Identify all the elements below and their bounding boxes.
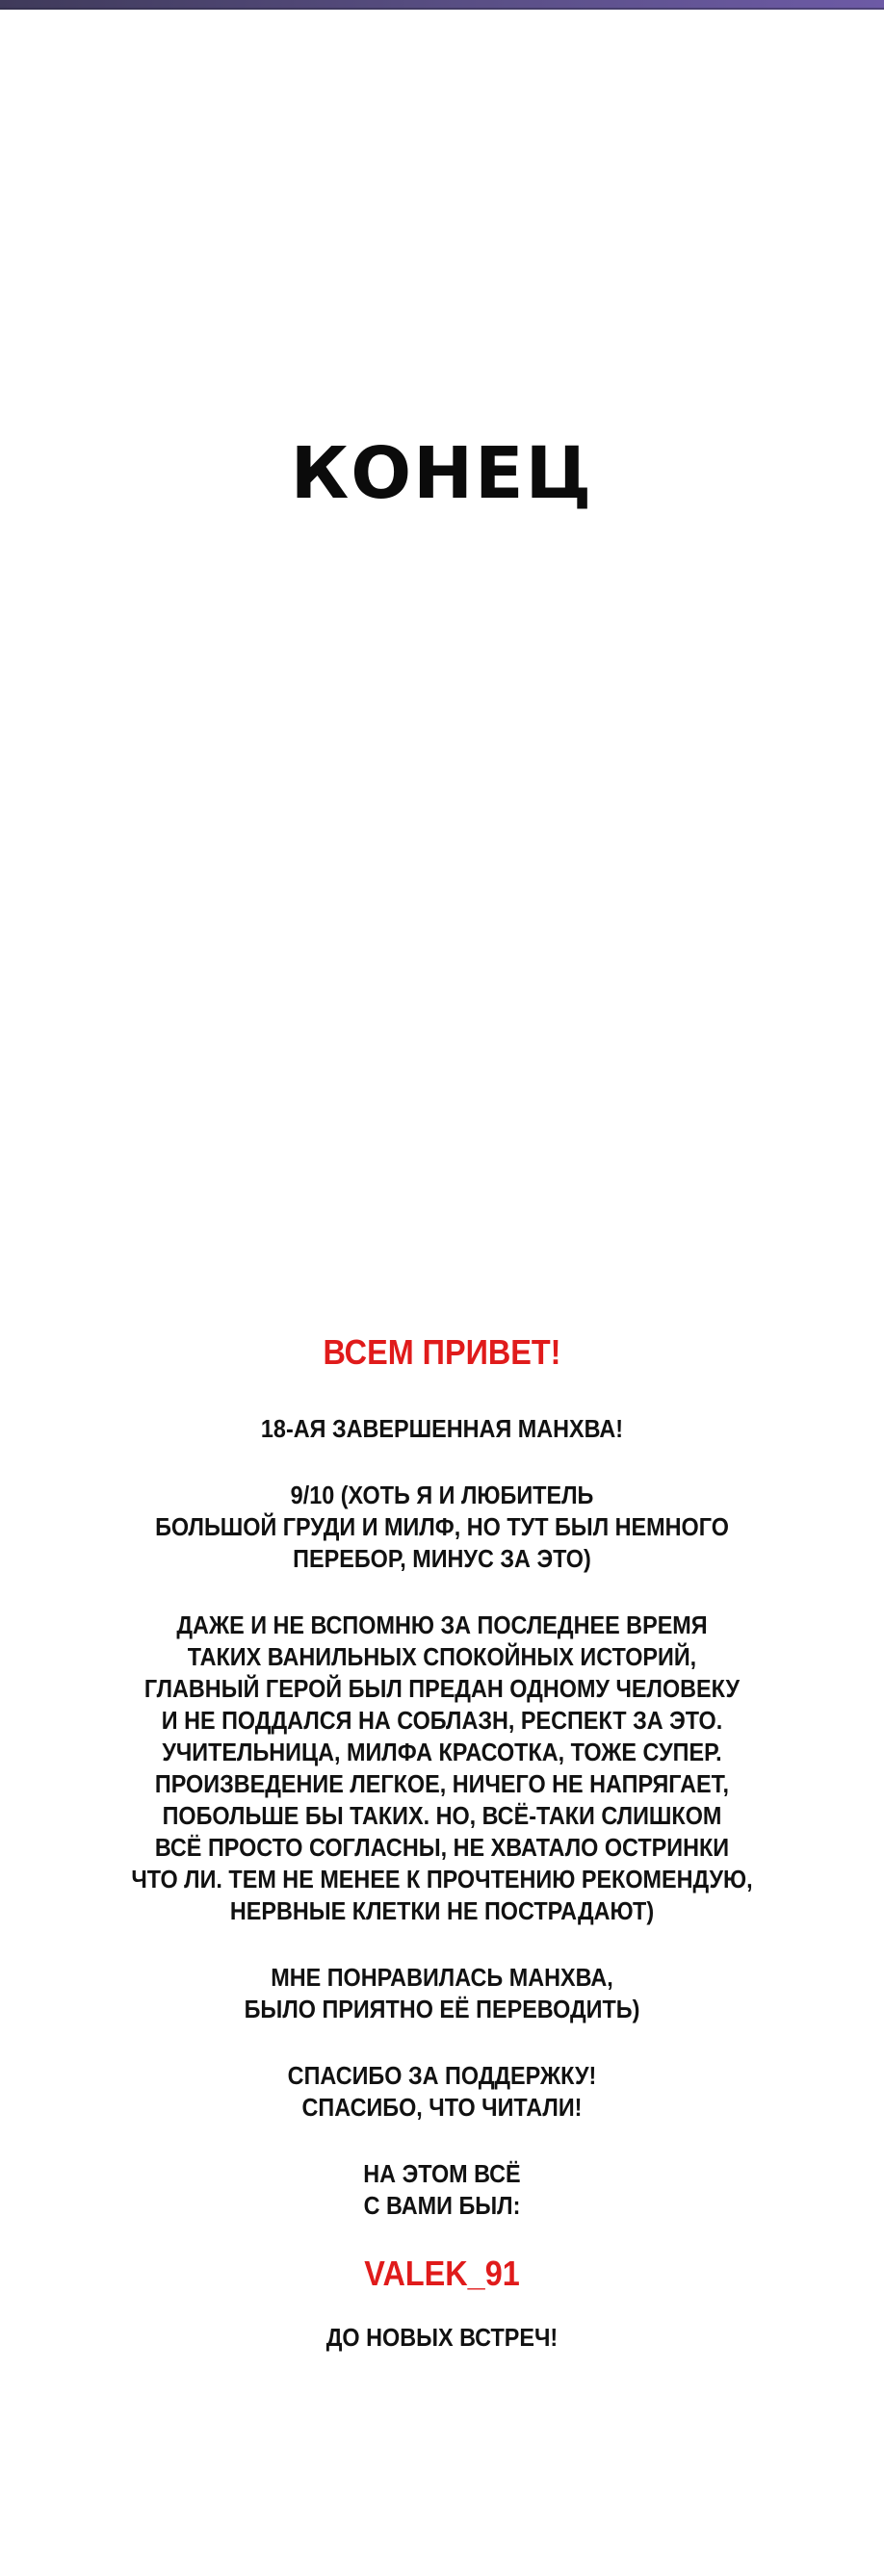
note-line: С ВАМИ БЫЛ: — [363, 2191, 521, 2220]
note-line: ДАЖЕ И НЕ ВСПОМНЮ ЗА ПОСЛЕДНЕЕ ВРЕМЯ — [176, 1610, 708, 1639]
translator-signature: VALEK_91 — [364, 2254, 520, 2293]
note-line: НА ЭТОМ ВСЁ — [363, 2159, 521, 2188]
note-line: НЕРВНЫЕ КЛЕТКИ НЕ ПОСТРАДАЮТ) — [229, 1896, 655, 1925]
note-line: МНЕ ПОНРАВИЛАСЬ МАНХВА, — [271, 1963, 613, 1992]
note-line: БОЛЬШОЙ ГРУДИ И МИЛФ, НО ТУТ БЫЛ НЕМНОГО — [155, 1512, 729, 1541]
note-line: ПЕРЕБОР, МИНУС ЗА ЭТО) — [293, 1544, 591, 1573]
note-line: ГЛАВНЫЙ ГЕРОЙ БЫЛ ПРЕДАН ОДНОМУ ЧЕЛОВЕКУ — [143, 1674, 741, 1703]
page-title: КОНЕЦ — [290, 432, 594, 515]
note-line: УЧИТЕЛЬНИЦА, МИЛФА КРАСОТКА, ТОЖЕ СУПЕР. — [162, 1738, 722, 1766]
translator-note — [44, 1327, 840, 2354]
top-bar — [0, 0, 884, 10]
note-paragraph-1 — [44, 1413, 840, 1445]
note-paragraph-2 — [44, 1480, 840, 1575]
note-paragraph-5 — [44, 2060, 840, 2124]
note-paragraph-4 — [44, 1962, 840, 2025]
note-line: И НЕ ПОДДАЛСЯ НА СОБЛАЗН, РЕСПЕКТ ЗА ЭТО. — [161, 1706, 723, 1735]
note-line: ВСЁ ПРОСТО СОГЛАСНЫ, НЕ ХВАТАЛО ОСТРИНКИ — [154, 1833, 730, 1862]
note-paragraph-6 — [44, 2158, 840, 2222]
note-line: БЫЛО ПРИЯТНО ЕЁ ПЕРЕВОДИТЬ) — [244, 1995, 640, 2023]
note-line: СПАСИБО ЗА ПОДДЕРЖКУ! — [287, 2061, 597, 2090]
note-line: ЧТО ЛИ. ТЕМ НЕ МЕНЕЕ К ПРОЧТЕНИЮ РЕКОМЕНДУЮ, — [131, 1865, 753, 1893]
note-greeting: ВСЕМ ПРИВЕТ! — [323, 1332, 561, 1372]
note-line: СПАСИБО, ЧТО ЧИТАЛИ! — [301, 2093, 583, 2122]
note-line: ПОБОЛЬШЕ БЫ ТАКИХ. НО, ВСЁ-ТАКИ СЛИШКОМ — [162, 1801, 722, 1830]
note-farewell: ДО НОВЫХ ВСТРЕЧ! — [325, 2323, 559, 2352]
note-line: 18-АЯ ЗАВЕРШЕННАЯ МАНХВА! — [260, 1414, 624, 1443]
note-line: 9/10 (ХОТЬ Я И ЛЮБИТЕЛЬ — [290, 1481, 594, 1509]
note-line: ТАКИХ ВАНИЛЬНЫХ СПОКОЙНЫХ ИСТОРИЙ, — [187, 1642, 697, 1671]
note-line: ПРОИЗВЕДЕНИЕ ЛЕГКОЕ, НИЧЕГО НЕ НАПРЯГАЕТ, — [154, 1769, 730, 1798]
note-paragraph-3 — [44, 1610, 840, 1927]
